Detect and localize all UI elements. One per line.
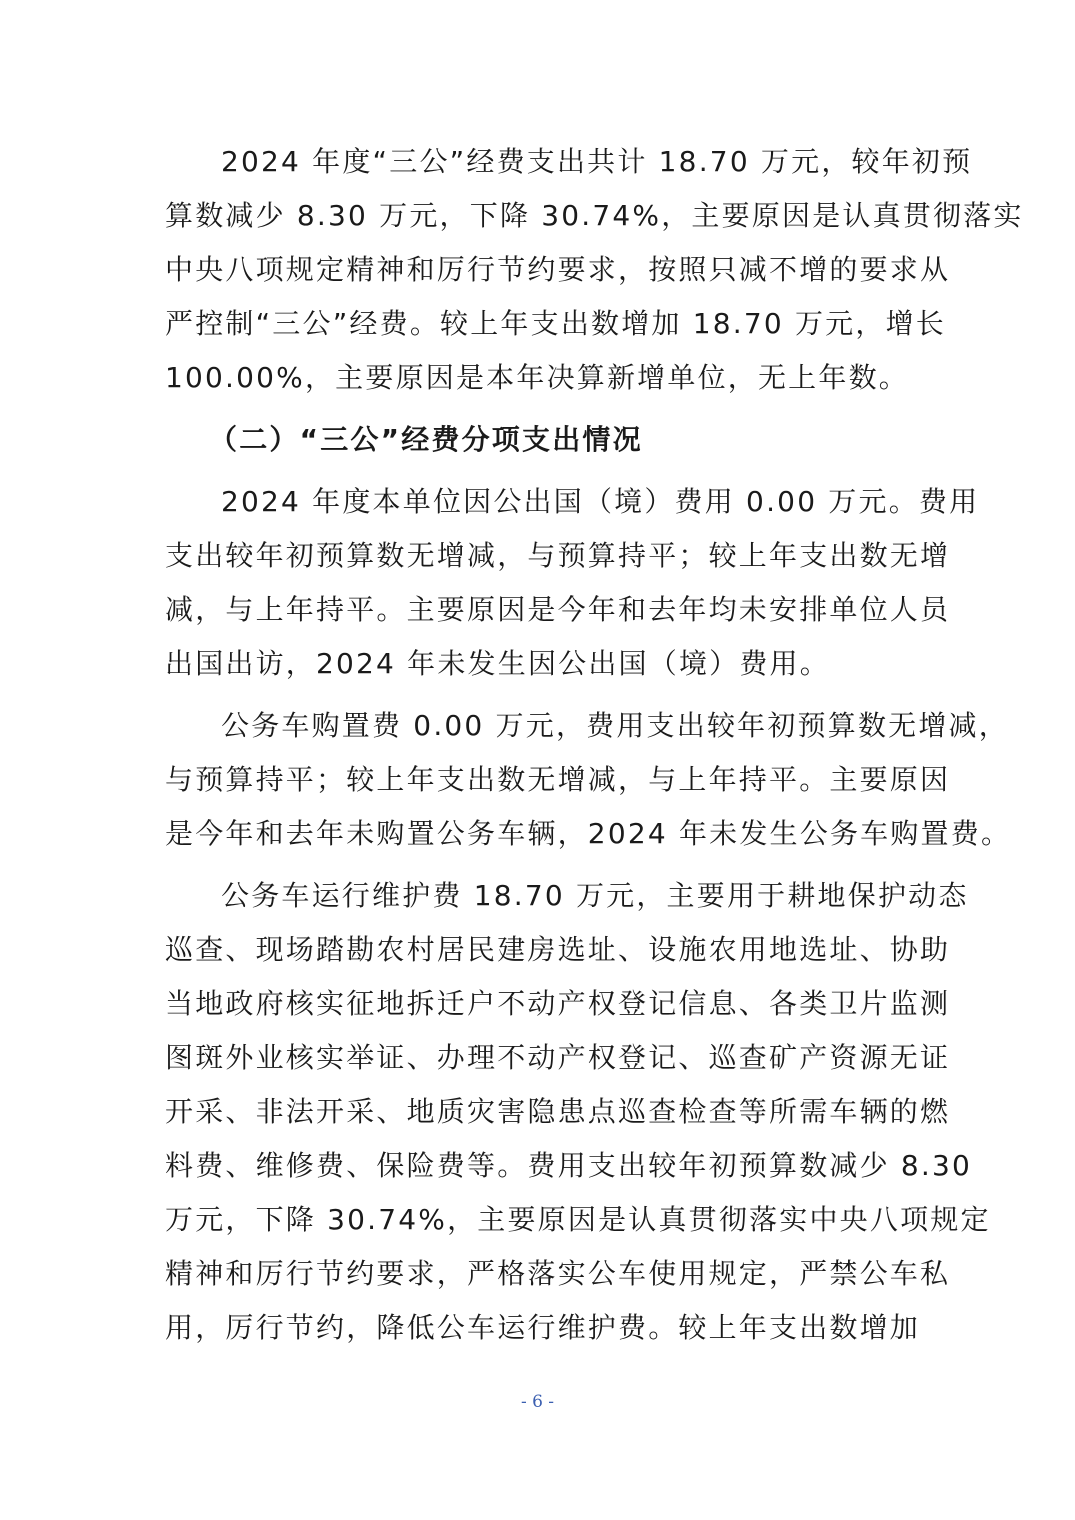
text-line: 100.00%，主要原因是本年决算新增单位，无上年数。 [165, 361, 909, 394]
text-line: 2024 年度本单位因公出国（境）费用 0.00 万元。费用 [221, 485, 980, 518]
document-body [165, 135, 1024, 1355]
text-line: 算数减少 8.30 万元，下降 30.74%，主要原因是认真贯彻落实 [165, 199, 1024, 232]
text-line: 中央八项规定精神和厉行节约要求，按照只减不增的要求从 [165, 253, 951, 286]
text-line: 是今年和去年未购置公务车辆，2024 年未发生公务车购置费。 [165, 817, 1012, 850]
text-line: 万元，下降 30.74%，主要原因是认真贯彻落实中央八项规定 [165, 1203, 991, 1236]
text-line: 巡查、现场踏勘农村居民建房选址、设施农用地选址、协助 [165, 933, 951, 966]
text-line: 图斑外业核实举证、办理不动产权登记、巡查矿产资源无证 [165, 1041, 951, 1074]
paragraph-vehicle-operation [165, 869, 991, 1355]
page-number: - 6 - [520, 1392, 555, 1412]
section-heading: （二）“三公”经费分项支出情况 [209, 423, 643, 456]
text-line: 减，与上年持平。主要原因是今年和去年均未安排单位人员 [165, 593, 951, 626]
paragraph-vehicle-purchase [165, 699, 1012, 861]
paragraph-overseas-travel [165, 475, 980, 691]
text-line: 公务车运行维护费 18.70 万元，主要用于耕地保护动态 [221, 879, 969, 912]
text-line: 开采、非法开采、地质灾害隐患点巡查检查等所需车辆的燃 [165, 1095, 951, 1128]
text-line: 精神和厉行节约要求，严格落实公车使用规定，严禁公车私 [165, 1257, 951, 1290]
text-line: 用，厉行节约，降低公车运行维护费。较上年支出数增加 [165, 1311, 921, 1344]
text-line: 料费、维修费、保险费等。费用支出较年初预算数减少 8.30 [165, 1149, 973, 1182]
text-line: 与预算持平；较上年支出数无增减，与上年持平。主要原因 [165, 763, 951, 796]
paragraph-total-expenditure [165, 135, 1024, 405]
text-line: 严控制“三公”经费。较上年支出数增加 18.70 万元，增长 [165, 307, 946, 340]
text-line: 公务车购置费 0.00 万元，费用支出较年初预算数无增减， [221, 709, 1009, 742]
text-line: 支出较年初预算数无增减，与预算持平；较上年支出数无增 [165, 539, 951, 572]
text-line: 2024 年度“三公”经费支出共计 18.70 万元，较年初预 [221, 145, 973, 178]
text-line: 当地政府核实征地拆迁户不动产权登记信息、各类卫片监测 [165, 987, 951, 1020]
text-line: 出国出访，2024 年未发生因公出国（境）费用。 [165, 647, 830, 680]
